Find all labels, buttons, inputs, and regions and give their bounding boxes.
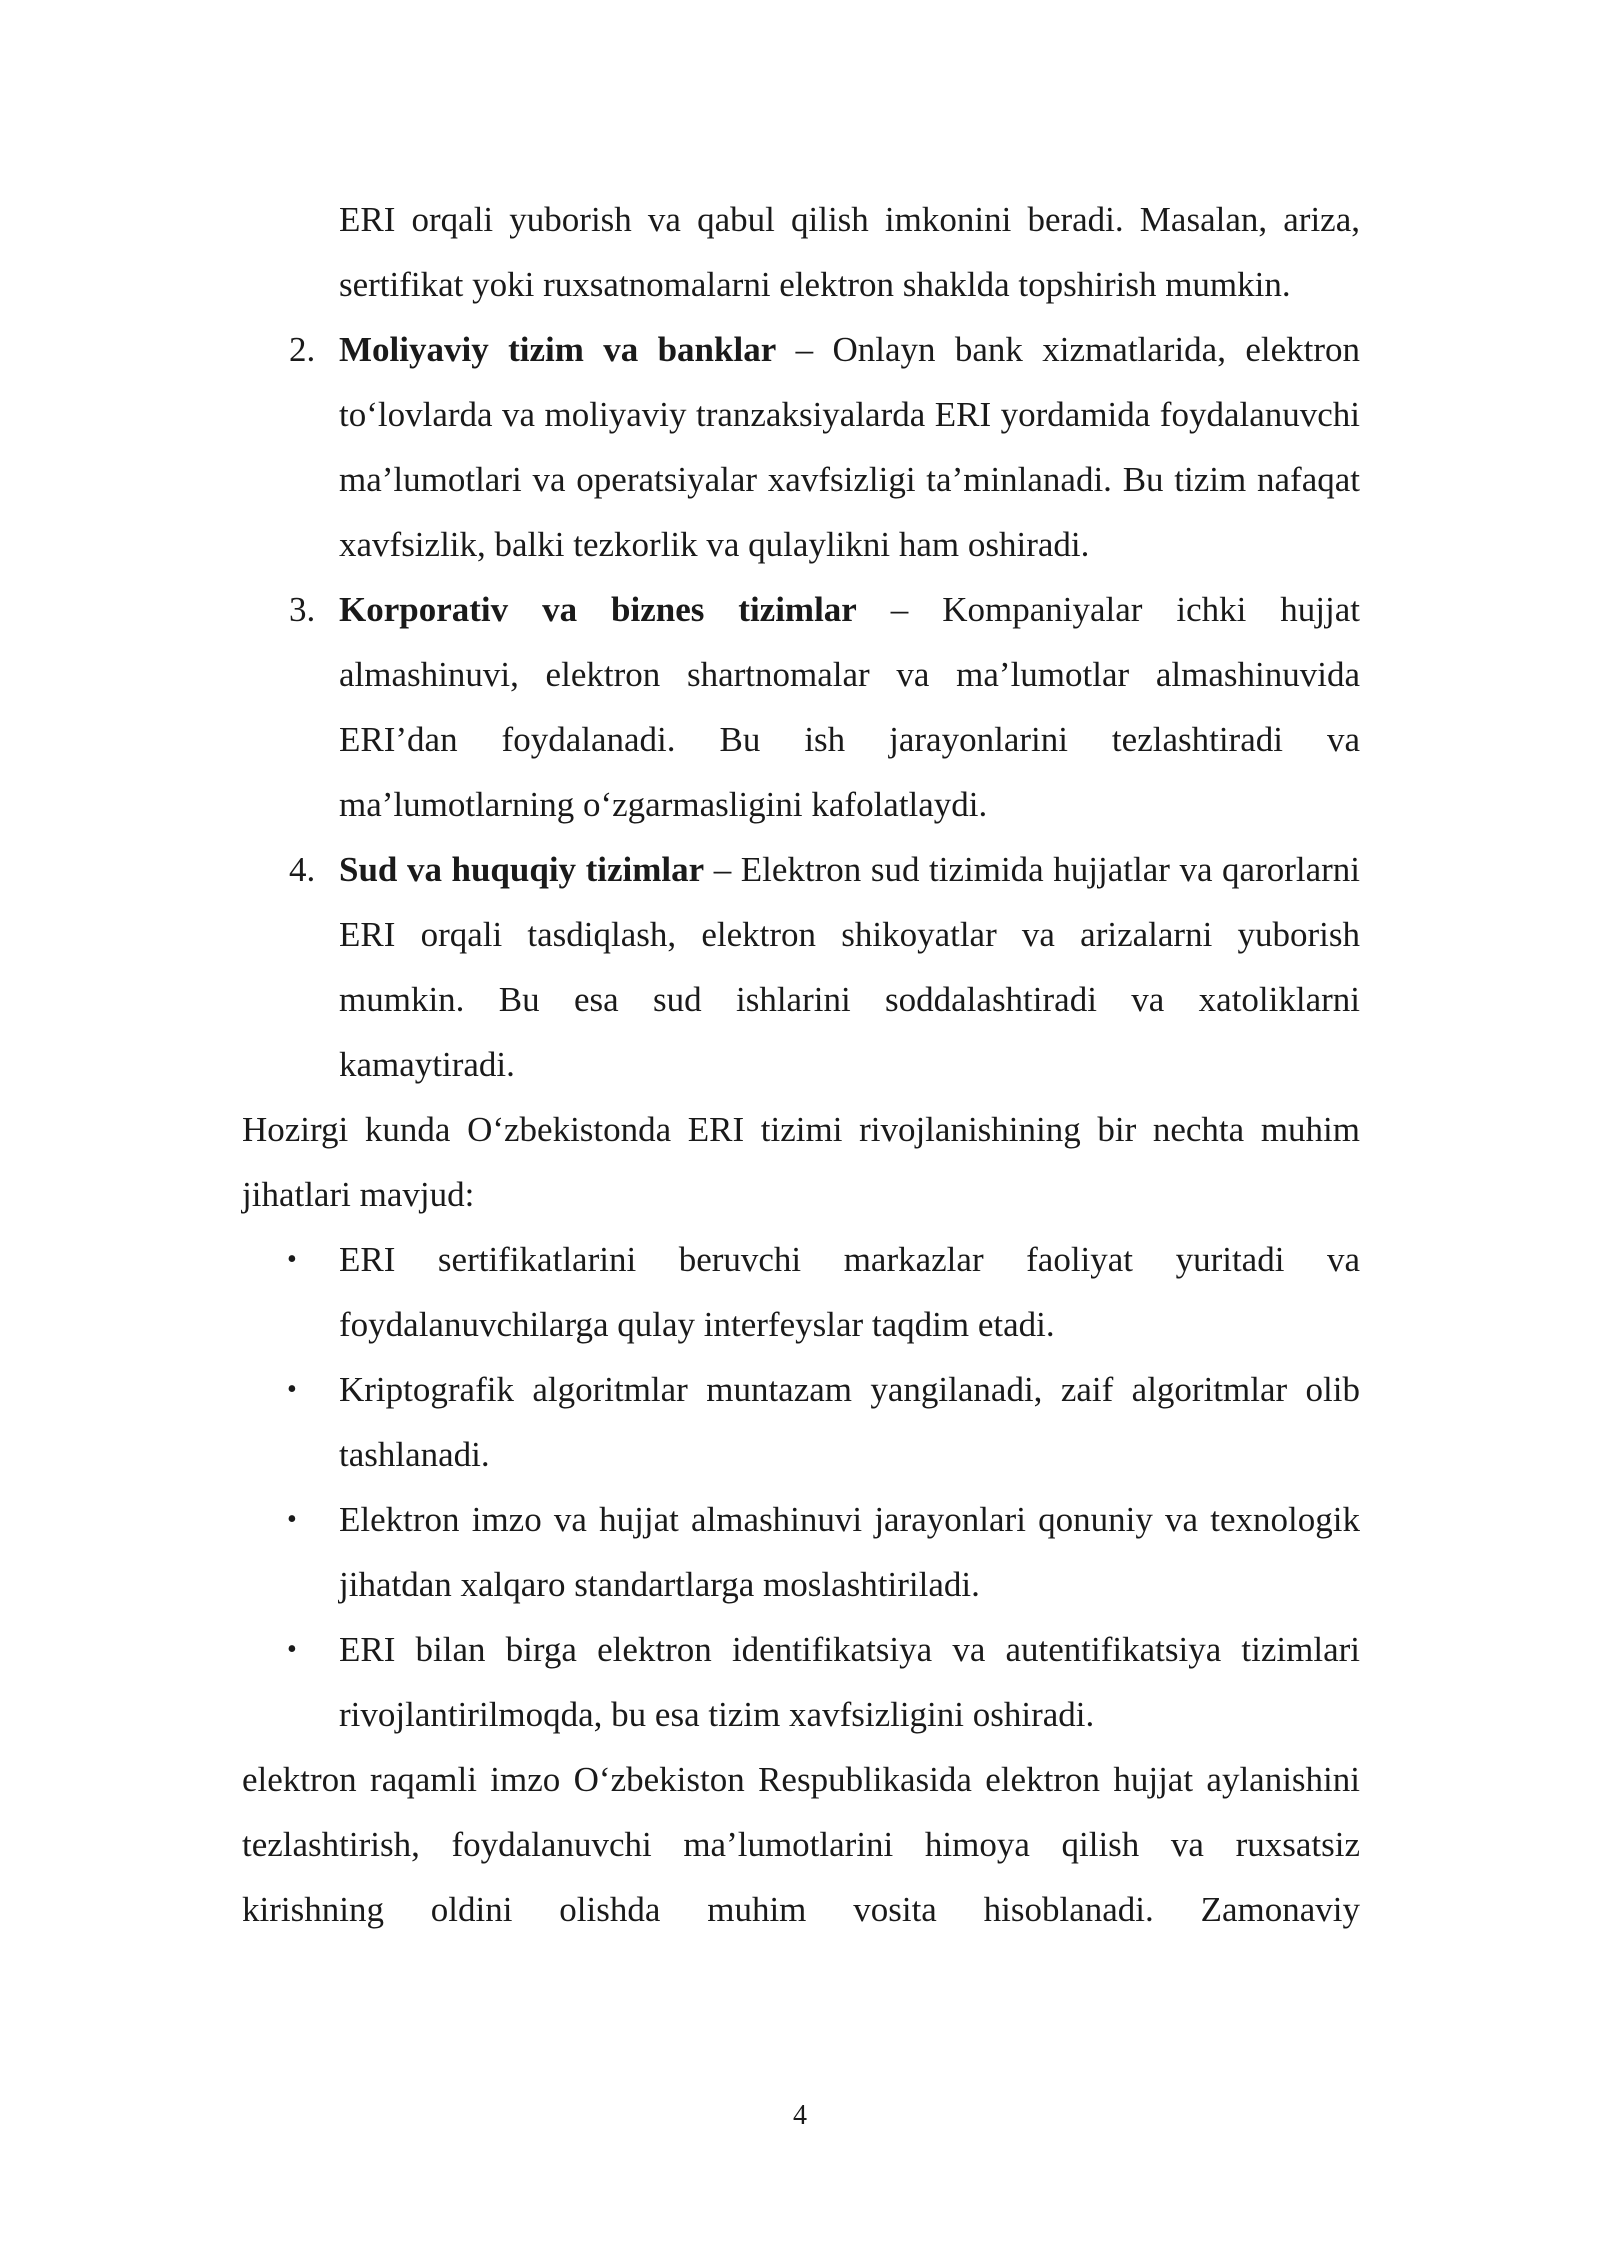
bullet-text: Elektron imzo va hujjat almashinuvi jarayonlari qonuniy va texnologik jihatdan xalqaro standartlarga moslashtiriladi. bbox=[339, 1500, 1360, 1604]
numbered-list bbox=[242, 317, 1360, 1097]
bullet-text: ERI sertifikatlarini beruvchi markazlar faoliyat yuritadi va foydalanuvchilarga qulay interfeyslar taqdim etadi. bbox=[339, 1240, 1360, 1344]
item-text: – Onlayn bank xizmatlarida, elektron to‘lovlarda va moliyaviy tranzaksiyalarda ERI yordamida foydalanuvchi ma’lumotlari va operatsiyalar xavfsizligi ta’minlanadi. Bu tizim nafaqat xavfsizlik, balki tezkorlik va qulaylikni ham oshiradi. bbox=[339, 330, 1360, 564]
bullet-icon: • bbox=[287, 1374, 297, 1405]
bullet-text: Kriptografik algoritmlar muntazam yangilanadi, zaif algoritmlar olib tashlanadi. bbox=[339, 1370, 1360, 1474]
item-number: 2. bbox=[289, 330, 316, 369]
item-number: 4. bbox=[289, 850, 316, 889]
bullet-list-item bbox=[287, 1357, 1360, 1487]
numbered-list-item bbox=[289, 577, 1360, 837]
numbered-list-item bbox=[289, 837, 1361, 1097]
item-text: – Elektron sud tizimida hujjatlar va qarorlarni ERI orqali tasdiqlash, elektron shikoyatlar va arizalarni yuborish mumkin. Bu esa sud ishlarini soddalashtiradi va xatoliklarni kamaytiradi. bbox=[339, 850, 1361, 1084]
intro-paragraph: Hozirgi kunda O‘zbekistonda ERI tizimi rivojlanishining bir nechta muhim jihatlari mavjud: bbox=[242, 1110, 1360, 1214]
bullet-icon: • bbox=[287, 1244, 297, 1275]
bullet-text: ERI bilan birga elektron identifikatsiya va autentifikatsiya tizimlari rivojlantirilmoqda, bu esa tizim xavfsizligini oshiradi. bbox=[339, 1630, 1360, 1734]
bullet-list bbox=[242, 1227, 1360, 1747]
continuation-paragraph: ERI orqali yuborish va qabul qilish imkonini beradi. Masalan, ariza, sertifikat yoki ruxsatnomalarni elektron shaklda topshirish mumkin. bbox=[339, 200, 1360, 304]
page-body bbox=[242, 187, 1360, 1942]
numbered-list-item bbox=[289, 317, 1360, 577]
item-text: – Kompaniyalar ichki hujjat almashinuvi, elektron shartnomalar va ma’lumotlar almashinuvida ERI’dan foydalanadi. Bu ish jarayonlarini tezlashtiradi va ma’lumotlarning o‘zgarmasligini kafolatlaydi. bbox=[339, 590, 1360, 824]
closing-paragraph: elektron raqamli imzo O‘zbekiston Respublikasida elektron hujjat aylanishini tezlashtirish, foydalanuvchi ma’lumotlarini himoya qilish va ruxsatsiz kirishning oldini olishda muhim vosita hisoblanadi. Zamonaviy bbox=[242, 1760, 1360, 1929]
bullet-icon: • bbox=[287, 1504, 297, 1535]
item-term: Sud va huquqiy tizimlar bbox=[339, 850, 705, 889]
item-number: 3. bbox=[289, 590, 316, 629]
page-number: 4 bbox=[793, 2100, 807, 2131]
bullet-list-item bbox=[287, 1227, 1360, 1357]
item-term: Moliyaviy tizim va banklar bbox=[339, 330, 777, 369]
bullet-icon: • bbox=[287, 1634, 297, 1665]
item-term: Korporativ va biznes tizimlar bbox=[339, 590, 857, 629]
bullet-list-item bbox=[287, 1487, 1360, 1617]
bullet-list-item bbox=[287, 1617, 1360, 1747]
